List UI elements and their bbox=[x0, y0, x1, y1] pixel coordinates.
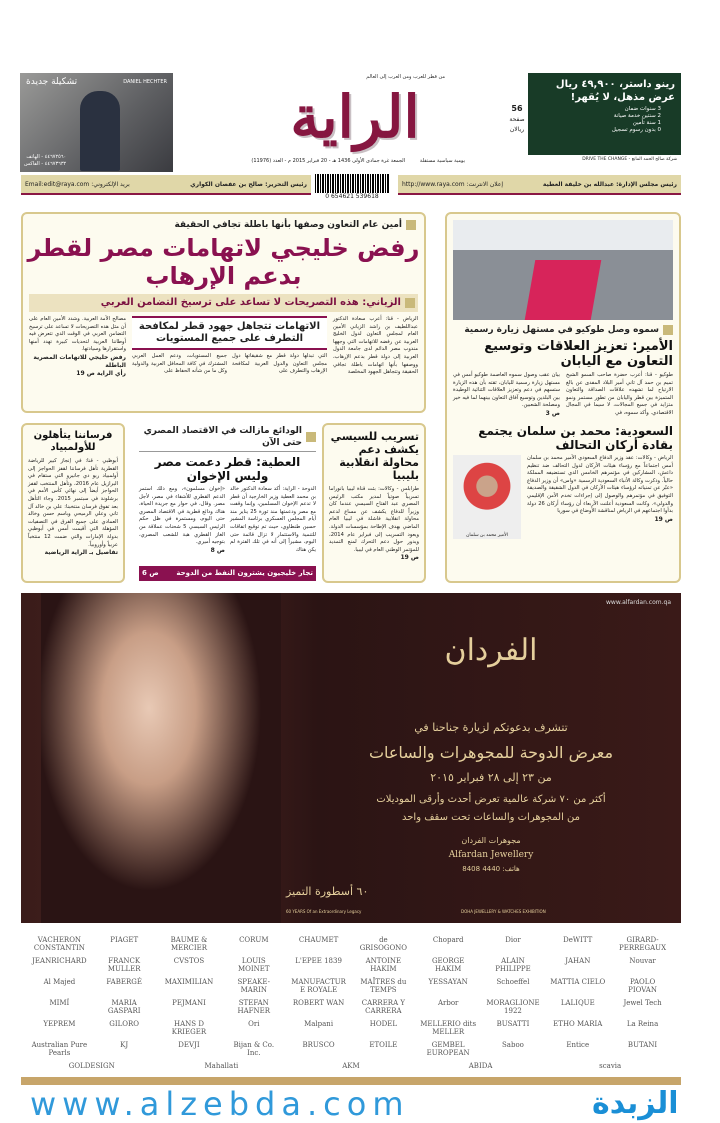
ad-footer: شركة صالح الحمد المانع - DRIVE THE CHANGE bbox=[528, 155, 681, 172]
japan-col-2: بيان عقب وصول سموه العاصمة طوكيو أمس في مستهل زيارة رسمية لليابان، ثقته بأن هذه الزيارة ستسهم في دعم وتعزيز العلاقات الثنائية الوطيدة بين البلدين وتوسيع آفاق التعاون بينهما لما فيه خير ومصلحة الشعبين. bbox=[453, 372, 560, 409]
emir-arrival-photo bbox=[453, 220, 673, 320]
libya-body: طرابلس - وكالات: بثت قناة ليبيا بانوراما تسريباً صوتياً لمدير مكتب الرئيس المصري عبد الفتاح السيسي عندما كان وزيراً للدفاع يكشف عن مساع لدعم محاولة انقلابية فاشلة في ليبيا العام الماضي بهدف الإطاحة بمؤسسات الدولة. ويعود التسريب إلى فبراير عام 2014، ويدور حول دعم التحرك لمنع التمديد للمؤتمر الوطني العام في ليبيا. bbox=[329, 486, 419, 553]
gold-band bbox=[21, 1077, 681, 1085]
header-ad-right[interactable] bbox=[528, 73, 681, 172]
brand-logo: MAXIMILIAN bbox=[164, 977, 214, 986]
libya-ref[interactable]: ص 19 bbox=[400, 554, 419, 562]
lead-ref[interactable]: رفض خليجي للاتهامات المصرية الباطلة bbox=[33, 353, 126, 369]
brand-logo: FABERGÉ bbox=[106, 977, 142, 986]
alfardan-logo: الفردان bbox=[444, 633, 538, 668]
ad-feature: 2 سنتين خدمة صيانة bbox=[613, 113, 661, 119]
lead-ref-2[interactable]: رأي الراية ص 19 bbox=[76, 369, 126, 377]
brand-logo: HODEL bbox=[369, 1020, 397, 1029]
brand-logo: JAHAN bbox=[565, 956, 591, 965]
brand-logo: ETHO MARIA bbox=[553, 1020, 603, 1029]
watermark-url: www.alzebda.com bbox=[30, 1085, 410, 1123]
lead-col-2: التي تبذلها دولة قطر مع شقيقاتها دول مجلس التعاون والدول العربية لمكافحة الإرهاب والتطرف على bbox=[232, 353, 327, 375]
brand-logo: SPEAKE-MARIN bbox=[237, 977, 271, 994]
brand-logo: Entice bbox=[566, 1041, 590, 1050]
model-photo bbox=[41, 593, 281, 923]
masthead-title: الراية bbox=[290, 83, 420, 151]
brand-logo: MIMÍ bbox=[49, 998, 70, 1007]
brand-logo: BRUSCO bbox=[302, 1041, 335, 1050]
email[interactable]: بريد الإلكتروني: Email:edit@raya.com bbox=[25, 180, 130, 188]
attiyah-kicker: الودائع مازالت في الاقتصاد المصري حتى الآن bbox=[139, 425, 316, 452]
brand-logo: MANUFACTURE ROYALE bbox=[291, 977, 346, 994]
brand-logo: YESSAYAN bbox=[428, 977, 468, 986]
brand-logo: Mahallati bbox=[204, 1062, 239, 1071]
brand-logo: Bijan & Co. Inc. bbox=[233, 1041, 275, 1058]
brand-logo: PEJMANI bbox=[172, 998, 206, 1007]
info-bar-left bbox=[21, 175, 311, 195]
page-count bbox=[508, 104, 526, 135]
brand-logo: DeWITT bbox=[563, 935, 593, 944]
brand-logo: VACHERON CONSTANTIN bbox=[33, 935, 85, 952]
saudi-headline[interactable]: السعودية: محمد بن سلمان يجتمع بقادة أركان التحالف bbox=[478, 423, 673, 452]
brand-logo: GOLDESIGN bbox=[68, 1062, 115, 1071]
pages-label: صفحة bbox=[509, 116, 525, 123]
ad-price-value: ٤٩,٩٠٠ ريال bbox=[555, 79, 616, 90]
lead-subhead: الزياني: هذه التصريحات لا تساعد على ترسيخ التضامن العربي bbox=[29, 294, 418, 312]
brand-logo: de GRISOGONO bbox=[359, 935, 408, 952]
sports-body: أبوظبي - قنا: في إنجاز كبير للرياضة القطرية تأهل فرساننا لقفز الحواجز إلى أولمبياد ريو دي جانيرو التي ستقام في البرازيل عام 2016، وتأهل المنتخب لقفز الحواجز أيضاً إلى نهائي كأس الأمم في برشلونة في سبتمبر 2015. وجاء التأهل بعد تفوق فرسان منتخبنا: علي بن خالد آل ثاني وعلي الرميحي وباسم حسن وخالد العمادي على جميع الفرق في التصفيات المؤهلة التي أقيمت أمس في أبوظبي بدولة الإمارات والتي ضمت 12 منتخباً عربياً وأوروبياً. bbox=[28, 458, 118, 548]
saudi-ref[interactable]: ص 19 bbox=[654, 515, 673, 523]
lead-story[interactable] bbox=[21, 212, 426, 413]
ad-feature: 1 سنة تأمين bbox=[632, 120, 661, 126]
brand-logo: CVSTOS bbox=[173, 956, 205, 965]
brand-logo: MARIA GASPARI bbox=[107, 998, 141, 1015]
exhibition-name: DOHA JEWELLERY & WATCHES EXHIBITION bbox=[461, 909, 546, 914]
brand-logo: Jewel Tech bbox=[623, 998, 662, 1007]
ad-line2: من المجوهرات والساعات تحت سقف واحد bbox=[401, 812, 580, 823]
pages-number: 56 bbox=[511, 104, 523, 113]
ad-company-ar: مجوهرات الفردان bbox=[461, 836, 521, 845]
ad-price bbox=[534, 78, 675, 91]
attiyah-col-1: الدوحة - الراية: أكد سعادة الدكتور خالد بن محمد العطية وزير الخارجية أن قطر لا تدعم الإخوان المسلمين، وإنما وقفت مع مصر ودعمتها منذ ثورة 25 يناير منذ أيام المجلس العسكري برئاسة المشير حسين طنطاوي، حيث تم توقيع اتفاقات للتنمية والاستثمار لا تزال قائمة حتى اليوم، مشيراً إلى أنه في تلك الفترة لم يكن هناك bbox=[230, 486, 316, 553]
brand-logo: MATTIA CIELO bbox=[550, 977, 606, 986]
saudi-body: الرياض - وكالات: عقد وزير الدفاع السعودي الأمير محمد بن سلمان أمس اجتماعاً مع رؤساء هيئات الأركان لدول التحالف ضد تنظيم داعش، المشاركين في مؤتمرهم الخامس الذي تستضيفه المملكة حالياً. وذكرت وكالة الأنباء السعودية الرسمية «واس» أن وزير الدفاع «عبّر عن تمنياته لرؤساء هيئات الأركان في الدول الشقيقة والصديقة التوفيق في مؤتمرهم والوصول إلى إجراءات تخدم الأمن الإقليمي والدولي». وكانت السعودية أعلنت الأربعاء أن رؤساء أركان 26 دولة بدأوا اجتماعهم في الرياض لمناقشة الأوضاع في سوريا bbox=[527, 454, 673, 515]
ad-dates: من ٢٣ إلى ٢٨ فبراير ٢٠١٥ bbox=[430, 771, 552, 784]
sports-ref[interactable]: تفاصيل بـ الراية الرياضية bbox=[44, 549, 118, 557]
barcode bbox=[315, 174, 389, 198]
right-column-stories bbox=[445, 212, 681, 583]
brand-logo: Chopard bbox=[432, 935, 464, 944]
japan-col-1: طوكيو - قنا: أعرب حضرة صاحب السمو الشيخ تميم بن حمد آل ثاني أمير البلاد المفدى عن بالغ الارتياح لما تشهده علاقات الصداقة والتعاون المتميزة بين قطر واليابان من تطور مستمر ونمو متزايد في جميع المجالات، لا سيما في المجال الاقتصادي. وأكد سموه، في bbox=[566, 372, 673, 416]
brand-logo: ROBERT WAN bbox=[292, 998, 345, 1007]
lead-headline[interactable]: رفض خليجي لاتهامات مصر لقطر بدعم الإرهاب bbox=[27, 234, 420, 290]
masthead-logo bbox=[205, 74, 505, 170]
brand-logo: FRANCK MULLER bbox=[107, 956, 141, 973]
brand-logo: BAUME & MERCIER bbox=[170, 935, 208, 952]
attiyah-headline[interactable]: العطية: قطر دعمت مصر وليس الإخوان bbox=[154, 455, 301, 483]
lead-columns bbox=[23, 312, 424, 382]
attiyah-ref[interactable]: ص 8 bbox=[210, 546, 225, 554]
ad-line1: رينو داستر، bbox=[619, 79, 675, 90]
website[interactable]: إعلان الانترنت: http://www.raya.com bbox=[402, 180, 504, 188]
lead-col-4: مصالح الأمة العربية. وشدد الأمين العام على أن مثل هذه التصريحات لا تساعد على ترسيخ التضامن العربي في الوقت الذي تتعرض فيه أوطاننا العربية لتحديات كبيرة تهدد أمنها واستقرارها وسيادتها. bbox=[29, 316, 126, 353]
ad-brand: DANIEL HECHTER bbox=[123, 79, 167, 85]
model-figure bbox=[80, 91, 120, 171]
ad-line1: أكثر من ٧٠ شركة عالمية تعرض أحدث وأرقى الموديلات bbox=[376, 794, 606, 805]
brand-logo: GIRARD-PERREGAUX bbox=[619, 935, 667, 952]
legacy-en: 60 YEARS Of an Extraordinary Legacy bbox=[286, 909, 362, 914]
teaser-ref: ص 6 bbox=[142, 569, 159, 577]
brand-logo: La Reina bbox=[626, 1020, 659, 1029]
subtitle: يومية سياسية مستقلة bbox=[419, 158, 465, 164]
japan-kicker: سموه وصل طوكيو في مستهل زيارة رسمية bbox=[453, 324, 673, 336]
japan-ref[interactable]: ص 3 bbox=[545, 409, 560, 417]
brand-logo: STEFAN HAFNER bbox=[237, 998, 271, 1015]
brand-logo: Australian Pure Pearls bbox=[31, 1041, 88, 1058]
brand-logo: Malpani bbox=[304, 1020, 334, 1029]
japan-headline[interactable]: الأمير: تعزيز العلاقات وتوسيع التعاون مع اليابان bbox=[484, 339, 673, 369]
brand-logo: BUSATTI bbox=[496, 1020, 530, 1029]
brand-logo: ETOILE bbox=[369, 1041, 398, 1050]
sports-story[interactable] bbox=[21, 423, 125, 583]
attiyah-story[interactable] bbox=[137, 423, 318, 583]
brand-logo: HANS D KRIEGER bbox=[171, 1020, 207, 1037]
brand-logo: Arbor bbox=[437, 998, 459, 1007]
ad-company-en: Alfardan Jewellery bbox=[448, 850, 534, 860]
brand-logo: MAÎTRES du TEMPS bbox=[360, 977, 407, 994]
brand-logo: LALIQUE bbox=[560, 998, 595, 1007]
brand-logo: DEVJI bbox=[178, 1041, 200, 1050]
brand-logo: AKM bbox=[342, 1062, 360, 1071]
alfardan-ad[interactable] bbox=[21, 593, 681, 923]
ad-headline: عرض مذهل، لا يُقهر! bbox=[570, 92, 675, 103]
brand-logo: Al Majed bbox=[43, 977, 76, 986]
barcode-number: 0 654621 539618 bbox=[315, 193, 389, 200]
brand-logo: ABIDA bbox=[468, 1062, 493, 1071]
ad-title: تشكيلة جديدة bbox=[26, 77, 78, 87]
watermark-logo: الزبدة bbox=[592, 1086, 679, 1121]
brand-logo: Saboo bbox=[502, 1041, 524, 1050]
photo-caption: الأمير محمد بن سلمان bbox=[453, 533, 521, 539]
brand-logos bbox=[21, 925, 681, 1075]
lead-col-1: الرياض - قنا: أعرب سعادة الدكتور عبداللطيف بن راشد الزياني الأمين العام لمجلس التعاون لدول الخليج العربية عن رفضه للاتهامات التي وجهها مندوب مصر الدائم لدى جامعة الدول العربية إلى دولة قطر بدعم الإرهاب، ووصفها بأنها اتهامات باطلة تجافي الحقيقة وتتجاهل الجهود المخلصة bbox=[333, 316, 418, 376]
issue-date: الجمعة غرة جمادى الأولى 1436 هـ - 20 فبراير 2015 م - العدد (11976) bbox=[251, 158, 405, 164]
prince-photo bbox=[453, 455, 521, 533]
legacy-logo: ٦٠ أسطورة التميز bbox=[286, 885, 369, 898]
chairman: رئيس مجلس الإدارة: عبدالله بن خليفة العطية bbox=[542, 180, 677, 188]
red-carpet bbox=[525, 260, 602, 320]
header-ad-left[interactable] bbox=[20, 73, 173, 172]
brand-logo: Nouvar bbox=[629, 956, 656, 965]
ad-features bbox=[534, 106, 661, 134]
libya-headline[interactable]: تسريب للسيسي يكشف دعم محاولة انقلابية بليبيا bbox=[330, 430, 419, 482]
brand-logo: Ori bbox=[248, 1020, 260, 1029]
brand-logo: scavia bbox=[599, 1062, 622, 1071]
ad-url[interactable]: www.alfardan.com.qa bbox=[606, 599, 671, 606]
brand-logo: GILORO bbox=[109, 1020, 140, 1029]
brand-logo: ANTOINE HAKIM bbox=[365, 956, 402, 973]
brand-logo: L'EPEE 1839 bbox=[295, 956, 342, 965]
attiyah-col-2: «إخوان مسلمون»، ومع ذلك استمر الدعم القطري للأشقاء في مصر، لأجل مصر. وقال، في حوار مع جريدة الحياة، هناك ودائع قطرية في الاقتصاد المصري حتى اليوم، ومستمرة في ظل حكم الرئيس السيسي 5 شحنات عملاقة من الغاز القطري هبة للشعب المصري، بتوجيه أميري. bbox=[139, 486, 225, 546]
brand-logo: KJ bbox=[120, 1041, 129, 1050]
lead-inset-headline: الاتهامات تتجاهل جهود قطر لمكافحة التطرف على جميع المستويات bbox=[132, 316, 327, 350]
price: ريالان bbox=[509, 126, 525, 133]
brand-logo: PIAGET bbox=[110, 935, 139, 944]
editor-in-chief: رئيس التحرير: صالح بن عفصان الكواري bbox=[190, 180, 307, 188]
brand-logo: Schoeffel bbox=[496, 977, 530, 986]
teaser-strip[interactable] bbox=[139, 566, 316, 581]
ad-feature: 3 سنوات ضمان bbox=[624, 106, 661, 112]
teaser-text: تجار خليجيون يشترون النفط من الدوحة bbox=[176, 569, 313, 577]
ad-event: معرض الدوحة للمجوهرات والساعات bbox=[368, 743, 614, 762]
brand-logo: LOUIS MOINET bbox=[237, 956, 270, 973]
lead-kicker: أمين عام التعاون وصفها بأنها باطلة تجافي الحقيقة bbox=[31, 219, 416, 231]
brand-logo: YEPREM bbox=[43, 1020, 76, 1029]
info-bar-right bbox=[398, 175, 681, 195]
brand-logo: CHAUMET bbox=[298, 935, 339, 944]
lead-col-3: جميع المستويات، ودعم العمل العربي المشترك في كافة المحافل العربية والدولية وكل ما من شأنه الحفاظ على bbox=[132, 353, 227, 375]
brand-logo: BUTANI bbox=[627, 1041, 658, 1050]
ad-feature: 0 بدون رسوم تسجيل bbox=[611, 127, 661, 133]
brand-logo: CARRERA Y CARRERA bbox=[361, 998, 405, 1015]
brand-logo: ALAIN PHILIPPE bbox=[495, 956, 531, 973]
brand-logo: Dior bbox=[505, 935, 521, 944]
ad-phones: ٤٤٦٧٢٥٦٠ - الهاتف ٤٤٦٧٣٦٣٢ - الفاكس bbox=[24, 154, 67, 167]
brand-logo: JEANRICHARD bbox=[32, 956, 87, 965]
ad-phone: هاتف: 4440 8408 bbox=[462, 865, 520, 873]
brand-logo: GEMBEL EUROPEAN bbox=[426, 1041, 470, 1058]
brand-logo: PAOLO PIOVAN bbox=[628, 977, 657, 994]
sports-headline[interactable]: فرساننا يتأهلون للأولمبياد bbox=[33, 430, 113, 453]
ad-invite: تتشرف بدعوتكم لزيارة جناحنا في bbox=[414, 721, 568, 734]
tagline: من قطر للعرب ومن العرب إلى العالم bbox=[366, 74, 445, 80]
libya-story[interactable] bbox=[322, 423, 426, 583]
brand-logo: MORAGLIONE 1922 bbox=[486, 998, 540, 1015]
brand-logo: GEORGE HAKIM bbox=[431, 956, 465, 973]
brand-logo: CORUM bbox=[239, 935, 269, 944]
brand-logo: MELLERIO dits MELLER bbox=[420, 1020, 477, 1037]
